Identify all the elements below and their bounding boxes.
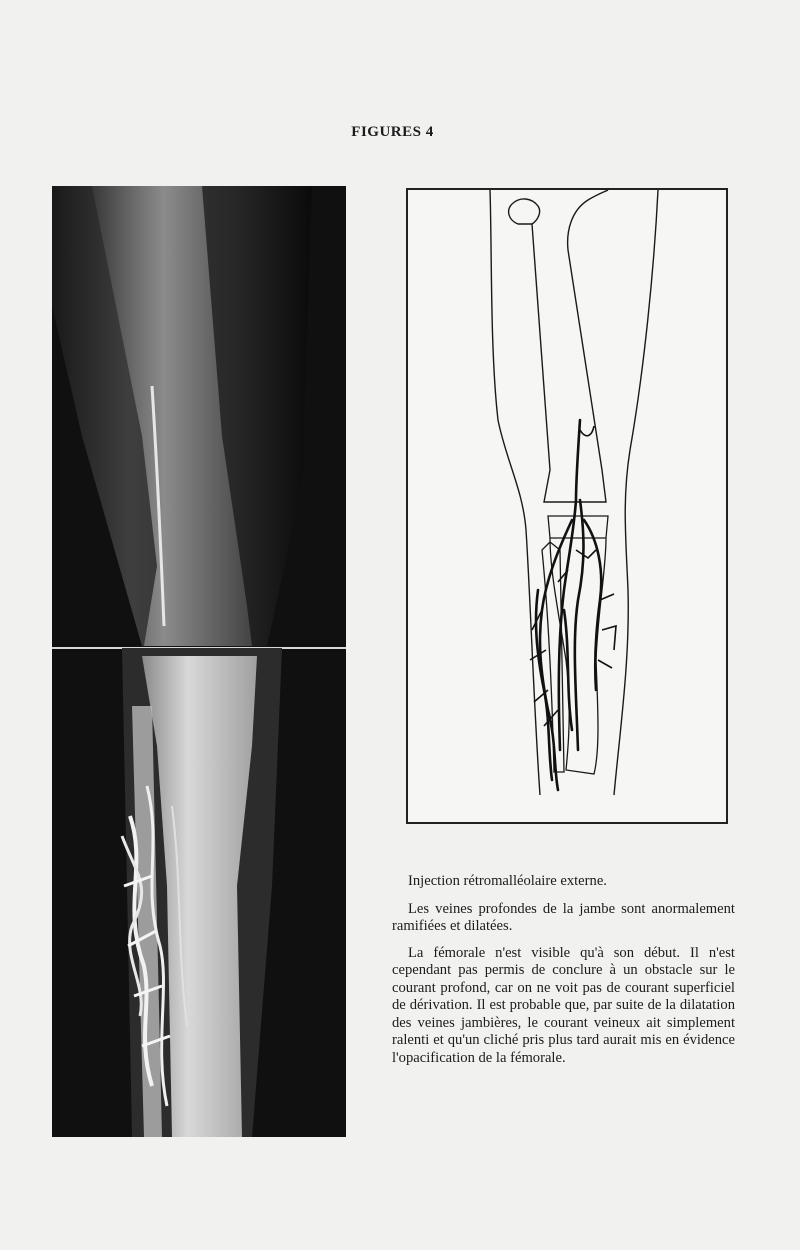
caption-heading: Injection rétromalléolaire externe. [408, 873, 607, 889]
radiograph-image [52, 186, 346, 1137]
schematic-drawing [406, 188, 728, 824]
page-title: FIGURES 4 [351, 124, 434, 140]
caption-paragraph-1: Les veines profondes de la jambe sont anormalement ramifiées et dilatées. [392, 900, 735, 934]
figure-caption [392, 873, 735, 1076]
caption-paragraph-2: La fémorale n'est visible qu'à son début. Il n'est cependant pas permis de conclure à un obstacle sur le courant profond, car on ne voit pas de courant superficiel de dérivation. Il est probable que, par suite de la dilatation des veines jambières, le courant veineux ait simplement ralenti et qu'un cliché pris plus tard aurait mis en évidence l'opacification de la fémorale. [392, 944, 735, 1066]
